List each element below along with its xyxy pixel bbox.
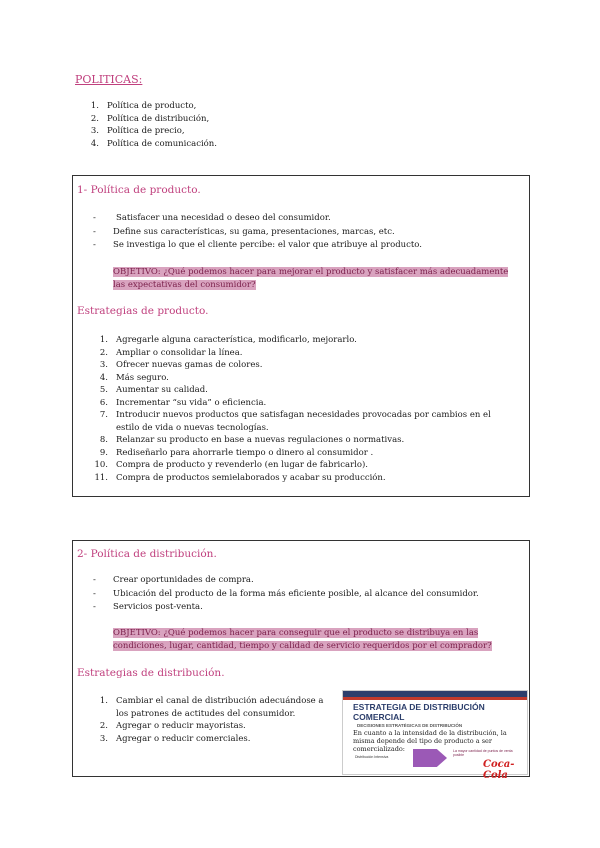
list-item: 4. Política de comunicación. [90,138,217,149]
coca-cola-logo: Coca-Cola [483,759,515,781]
product-strategies-title: Estrategias de producto. [77,305,209,317]
list-item: 3. Política de precio, [90,126,185,136]
distribution-strategies-list [84,695,334,745]
list-item: 9. Rediseñarlo para ahorrarle tiempo o dinero al consumidor . [99,447,374,458]
distribution-objective: OBJETIVO: ¿Qué podemos hacer para conseguir que el producto se distribuya en las condiciones, lugar, cantidad, tiempo y calidad de servicio requeridos por el comprador? [113,628,492,651]
list-item: 3. Agregar o reducir comerciales. [99,733,251,744]
list-item: 8. Relanzar su producto en base a nuevas regulaciones o normativas. [99,435,405,445]
list-item: 7. Introducir nuevos productos que satisfagan necesidades provocadas por cambios en el estilo de vida o nuevas tecnologías. [99,410,491,433]
list-item: 1. Cambiar el canal de distribución adecuándose a los patrones de actitudes del consumidor. [99,696,324,719]
list-item: 2. Ampliar o consolidar la línea. [99,347,243,358]
distribution-bullets [93,574,518,615]
list-item: 4. Más seguro. [99,372,169,383]
card-label: Distribución Intensiva [355,755,389,759]
list-item: 2. Agregar o reducir mayoristas. [99,721,246,731]
distribution-strategies-title: Estrategias de distribución. [77,667,225,679]
list-item: 1. Agregarle alguna característica, modificarlo, mejorarlo. [99,335,357,345]
card-subtitle: DECISIONES ESTRATÉGICAS DE DISTRIBUCIÓN [357,723,463,728]
list-item: 5. Aumentar su calidad. [99,385,208,395]
list-item: 11. Compra de productos semielaborados y acabar su producción. [94,472,386,483]
politicas-heading: POLITICAS: [75,73,143,86]
list-item: - Se investiga lo que el cliente percibe: el valor que atribuye al producto. [93,240,422,250]
list-item: - Define sus características, su gama, presentaciones, marcas, etc. [93,226,395,237]
product-strategies-list [84,334,504,484]
list-item: 2. Política de distribución, [90,113,210,124]
politicas-list [75,100,375,150]
product-bullets [93,212,513,253]
card-note: La mayor cantidad de puntos de venta posible [453,749,513,757]
section-product-title: 1- Política de producto. [77,184,201,196]
product-objective: OBJETIVO: ¿Qué podemos hacer para mejorar el producto y satisfacer más adecuadamente las expectativas del consumidor? [113,267,509,290]
list-item: 1. Política de producto, [90,101,197,111]
distribution-strategy-image [342,690,528,781]
list-item: 6. Incrementar “su vida” o eficiencia. [99,397,267,408]
section-distribution-title: 2- Política de distribución. [77,548,217,560]
card-body: En cuanto a la intensidad de la distribución, la misma depende del tipo de producto a ser comercializado: [353,729,507,753]
card-title: ESTRATEGIA DE DISTRIBUCIÓN COMERCIAL [353,702,485,722]
list-item: 10. Compra de producto y revenderlo (en lugar de fabricarlo). [94,460,368,470]
list-item: - Crear oportunidades de compra. [93,575,254,585]
list-item: - Ubicación del producto de la forma más eficiente posible, al alcance del consumidor. [93,588,479,599]
list-item: - Servicios post-venta. [93,602,203,612]
list-item: 3. Ofrecer nuevas gamas de colores. [99,360,263,370]
list-item: - Satisfacer una necesidad o deseo del consumidor. [93,213,331,223]
